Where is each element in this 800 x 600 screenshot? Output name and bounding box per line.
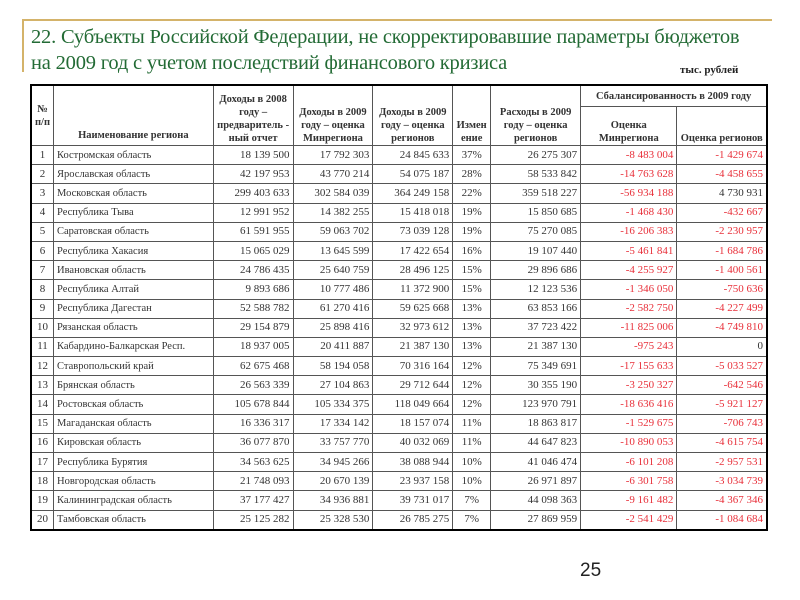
change-percent-cell: 22%	[453, 184, 491, 203]
expenses-2009-cell: 44 098 363	[491, 491, 581, 510]
income-2009-regions-cell: 15 418 018	[373, 203, 453, 222]
row-number-cell: 12	[31, 357, 54, 376]
row-number-cell: 13	[31, 376, 54, 395]
income-2009-regions-cell: 32 973 612	[373, 318, 453, 337]
income-2009-regions-cell: 38 088 944	[373, 453, 453, 472]
expenses-2009-cell: 19 107 440	[491, 241, 581, 260]
income-2009-ministry-cell: 105 334 375	[293, 395, 373, 414]
balance-regions-cell: -4 367 346	[677, 491, 767, 510]
balance-ministry-cell: -56 934 188	[581, 184, 677, 203]
change-percent-cell: 12%	[453, 376, 491, 395]
row-number-cell: 9	[31, 299, 54, 318]
expenses-2009-cell: 12 123 536	[491, 280, 581, 299]
income-2008-cell: 62 675 468	[213, 357, 293, 376]
table-row	[31, 203, 767, 222]
income-2008-cell: 18 937 005	[213, 337, 293, 356]
balance-regions-cell: -3 034 739	[677, 472, 767, 491]
budget-table	[30, 84, 768, 531]
income-2009-ministry-cell: 58 194 058	[293, 357, 373, 376]
change-percent-cell: 12%	[453, 357, 491, 376]
row-number-cell: 16	[31, 433, 54, 452]
region-name-cell: Республика Хакасия	[54, 241, 214, 260]
income-2008-cell: 61 591 955	[213, 222, 293, 241]
balance-regions-cell: 0	[677, 337, 767, 356]
balance-ministry-cell: -6 301 758	[581, 472, 677, 491]
income-2008-cell: 25 125 282	[213, 510, 293, 530]
change-percent-cell: 28%	[453, 165, 491, 184]
change-percent-cell: 10%	[453, 472, 491, 491]
row-number-cell: 1	[31, 146, 54, 165]
region-name-cell: Республика Бурятия	[54, 453, 214, 472]
income-2009-regions-cell: 59 625 668	[373, 299, 453, 318]
income-2009-ministry-cell: 302 584 039	[293, 184, 373, 203]
region-name-cell: Костромская область	[54, 146, 214, 165]
income-2008-cell: 15 065 029	[213, 241, 293, 260]
region-name-cell: Ростовская область	[54, 395, 214, 414]
table-row	[31, 222, 767, 241]
income-2009-regions-cell: 40 032 069	[373, 433, 453, 452]
income-2009-regions-cell: 364 249 158	[373, 184, 453, 203]
table-row	[31, 165, 767, 184]
income-2009-ministry-cell: 20 670 139	[293, 472, 373, 491]
expenses-2009-cell: 29 896 686	[491, 261, 581, 280]
region-name-cell: Кировская область	[54, 433, 214, 452]
expenses-2009-cell: 359 518 227	[491, 184, 581, 203]
balance-regions-cell: -1 429 674	[677, 146, 767, 165]
change-percent-cell: 7%	[453, 491, 491, 510]
table-body	[31, 146, 767, 530]
change-percent-cell: 13%	[453, 337, 491, 356]
table-row	[31, 318, 767, 337]
balance-regions-cell: -4 227 499	[677, 299, 767, 318]
income-2009-regions-cell: 39 731 017	[373, 491, 453, 510]
income-2009-regions-cell: 17 422 654	[373, 241, 453, 260]
income-2009-ministry-cell: 25 640 759	[293, 261, 373, 280]
header-change: Измен ение	[453, 85, 491, 146]
income-2008-cell: 9 893 686	[213, 280, 293, 299]
income-2009-ministry-cell: 17 334 142	[293, 414, 373, 433]
change-percent-cell: 11%	[453, 414, 491, 433]
table-row	[31, 337, 767, 356]
region-name-cell: Московская область	[54, 184, 214, 203]
row-number-cell: 7	[31, 261, 54, 280]
balance-regions-cell: -1 400 561	[677, 261, 767, 280]
income-2008-cell: 299 403 633	[213, 184, 293, 203]
balance-ministry-cell: -2 582 750	[581, 299, 677, 318]
balance-regions-cell: -4 749 810	[677, 318, 767, 337]
balance-regions-cell: -642 546	[677, 376, 767, 395]
income-2009-ministry-cell: 25 328 530	[293, 510, 373, 530]
table-row	[31, 184, 767, 203]
row-number-cell: 2	[31, 165, 54, 184]
income-2009-regions-cell: 73 039 128	[373, 222, 453, 241]
balance-ministry-cell: -9 161 482	[581, 491, 677, 510]
balance-ministry-cell: -17 155 633	[581, 357, 677, 376]
income-2008-cell: 52 588 782	[213, 299, 293, 318]
income-2009-ministry-cell: 13 645 599	[293, 241, 373, 260]
change-percent-cell: 13%	[453, 318, 491, 337]
balance-regions-cell: -2 957 531	[677, 453, 767, 472]
income-2008-cell: 105 678 844	[213, 395, 293, 414]
balance-ministry-cell: -975 243	[581, 337, 677, 356]
income-2009-regions-cell: 11 372 900	[373, 280, 453, 299]
balance-ministry-cell: -2 541 429	[581, 510, 677, 530]
row-number-cell: 6	[31, 241, 54, 260]
change-percent-cell: 19%	[453, 203, 491, 222]
row-number-cell: 10	[31, 318, 54, 337]
balance-regions-cell: 4 730 931	[677, 184, 767, 203]
region-name-cell: Саратовская область	[54, 222, 214, 241]
balance-ministry-cell: -14 763 628	[581, 165, 677, 184]
income-2009-ministry-cell: 33 757 770	[293, 433, 373, 452]
row-number-cell: 8	[31, 280, 54, 299]
region-name-cell: Кабардино-Балкарская Респ.	[54, 337, 214, 356]
income-2009-ministry-cell: 34 936 881	[293, 491, 373, 510]
income-2008-cell: 34 563 625	[213, 453, 293, 472]
change-percent-cell: 19%	[453, 222, 491, 241]
balance-ministry-cell: -18 636 416	[581, 395, 677, 414]
header-income-2009-regions: Доходы в 2009 году – оценка регионов	[373, 85, 453, 146]
header-income-2008: Доходы в 2008 году – предваритель - ный отчет	[213, 85, 293, 146]
income-2009-ministry-cell: 20 411 887	[293, 337, 373, 356]
expenses-2009-cell: 44 647 823	[491, 433, 581, 452]
region-name-cell: Тамбовская область	[54, 510, 214, 530]
income-2009-ministry-cell: 10 777 486	[293, 280, 373, 299]
table-row	[31, 414, 767, 433]
balance-ministry-cell: -1 529 675	[581, 414, 677, 433]
balance-ministry-cell: -8 483 004	[581, 146, 677, 165]
balance-regions-cell: -5 921 127	[677, 395, 767, 414]
change-percent-cell: 11%	[453, 433, 491, 452]
income-2008-cell: 18 139 500	[213, 146, 293, 165]
table-row	[31, 241, 767, 260]
income-2009-ministry-cell: 14 382 255	[293, 203, 373, 222]
income-2008-cell: 12 991 952	[213, 203, 293, 222]
income-2009-regions-cell: 70 316 164	[373, 357, 453, 376]
region-name-cell: Ставропольский край	[54, 357, 214, 376]
income-2009-regions-cell: 54 075 187	[373, 165, 453, 184]
expenses-2009-cell: 63 853 166	[491, 299, 581, 318]
balance-ministry-cell: -6 101 208	[581, 453, 677, 472]
change-percent-cell: 37%	[453, 146, 491, 165]
row-number-cell: 18	[31, 472, 54, 491]
title-accent-rule	[22, 19, 772, 21]
income-2009-regions-cell: 28 496 125	[373, 261, 453, 280]
balance-ministry-cell: -5 461 841	[581, 241, 677, 260]
income-2009-regions-cell: 118 049 664	[373, 395, 453, 414]
expenses-2009-cell: 18 863 817	[491, 414, 581, 433]
region-name-cell: Калининградская область	[54, 491, 214, 510]
income-2009-regions-cell: 26 785 275	[373, 510, 453, 530]
row-number-cell: 20	[31, 510, 54, 530]
expenses-2009-cell: 26 275 307	[491, 146, 581, 165]
income-2009-ministry-cell: 25 898 416	[293, 318, 373, 337]
region-name-cell: Республика Алтай	[54, 280, 214, 299]
income-2008-cell: 16 336 317	[213, 414, 293, 433]
expenses-2009-cell: 58 533 842	[491, 165, 581, 184]
row-number-cell: 3	[31, 184, 54, 203]
balance-regions-cell: -2 230 957	[677, 222, 767, 241]
table-row	[31, 433, 767, 452]
table-row	[31, 395, 767, 414]
table-row	[31, 453, 767, 472]
income-2008-cell: 21 748 093	[213, 472, 293, 491]
region-name-cell: Брянская область	[54, 376, 214, 395]
slide-title: 22. Субъекты Российской Федерации, не скорректировавшие параметры бюджетов на 2009 год с учетом последствий финансового кризиса	[31, 26, 740, 74]
expenses-2009-cell: 21 387 130	[491, 337, 581, 356]
header-num: № п/п	[31, 85, 54, 146]
income-2009-regions-cell: 24 845 633	[373, 146, 453, 165]
expenses-2009-cell: 26 971 897	[491, 472, 581, 491]
income-2008-cell: 36 077 870	[213, 433, 293, 452]
balance-regions-cell: -1 684 786	[677, 241, 767, 260]
income-2008-cell: 42 197 953	[213, 165, 293, 184]
region-name-cell: Магаданская область	[54, 414, 214, 433]
balance-ministry-cell: -16 206 383	[581, 222, 677, 241]
region-name-cell: Рязанская область	[54, 318, 214, 337]
expenses-2009-cell: 75 349 691	[491, 357, 581, 376]
balance-ministry-cell: -4 255 927	[581, 261, 677, 280]
income-2009-ministry-cell: 34 945 266	[293, 453, 373, 472]
balance-regions-cell: -4 458 655	[677, 165, 767, 184]
table-row	[31, 146, 767, 165]
change-percent-cell: 12%	[453, 395, 491, 414]
row-number-cell: 19	[31, 491, 54, 510]
row-number-cell: 17	[31, 453, 54, 472]
header-name: Наименование региона	[54, 85, 214, 146]
income-2008-cell: 37 177 427	[213, 491, 293, 510]
expenses-2009-cell: 30 355 190	[491, 376, 581, 395]
table-row	[31, 280, 767, 299]
balance-ministry-cell: -1 346 050	[581, 280, 677, 299]
unit-label: тыс. рублей	[680, 64, 739, 76]
expenses-2009-cell: 27 869 959	[491, 510, 581, 530]
expenses-2009-cell: 123 970 791	[491, 395, 581, 414]
row-number-cell: 15	[31, 414, 54, 433]
income-2009-ministry-cell: 43 770 214	[293, 165, 373, 184]
row-number-cell: 11	[31, 337, 54, 356]
balance-regions-cell: -4 615 754	[677, 433, 767, 452]
row-number-cell: 4	[31, 203, 54, 222]
title-accent-left-rule	[22, 19, 24, 72]
balance-ministry-cell: -11 825 006	[581, 318, 677, 337]
change-percent-cell: 10%	[453, 453, 491, 472]
balance-ministry-cell: -3 250 327	[581, 376, 677, 395]
table-row	[31, 491, 767, 510]
header-expenses-2009: Расходы в 2009 году – оценка регионов	[491, 85, 581, 146]
change-percent-cell: 15%	[453, 280, 491, 299]
region-name-cell: Новгородская область	[54, 472, 214, 491]
income-2009-regions-cell: 29 712 644	[373, 376, 453, 395]
region-name-cell: Республика Дагестан	[54, 299, 214, 318]
header-income-2009-ministry: Доходы в 2009 году – оценка Минрегиона	[293, 85, 373, 146]
income-2009-ministry-cell: 59 063 702	[293, 222, 373, 241]
table-row	[31, 376, 767, 395]
income-2008-cell: 24 786 435	[213, 261, 293, 280]
expenses-2009-cell: 15 850 685	[491, 203, 581, 222]
region-name-cell: Ивановская область	[54, 261, 214, 280]
change-percent-cell: 13%	[453, 299, 491, 318]
income-2009-ministry-cell: 17 792 303	[293, 146, 373, 165]
income-2008-cell: 29 154 879	[213, 318, 293, 337]
balance-regions-cell: -5 033 527	[677, 357, 767, 376]
header-balance-group: Сбалансированность в 2009 году	[581, 85, 767, 107]
balance-regions-cell: -706 743	[677, 414, 767, 433]
row-number-cell: 5	[31, 222, 54, 241]
expenses-2009-cell: 75 270 085	[491, 222, 581, 241]
change-percent-cell: 16%	[453, 241, 491, 260]
region-name-cell: Республика Тыва	[54, 203, 214, 222]
expenses-2009-cell: 37 723 422	[491, 318, 581, 337]
expenses-2009-cell: 41 046 474	[491, 453, 581, 472]
income-2008-cell: 26 563 339	[213, 376, 293, 395]
table-row	[31, 472, 767, 491]
page-number: 25	[580, 560, 602, 581]
income-2009-regions-cell: 23 937 158	[373, 472, 453, 491]
balance-regions-cell: -1 084 684	[677, 510, 767, 530]
header-balance-ministry: Оценка Минрегиона	[581, 107, 677, 146]
balance-regions-cell: -750 636	[677, 280, 767, 299]
table-row	[31, 357, 767, 376]
balance-ministry-cell: -1 468 430	[581, 203, 677, 222]
income-2009-ministry-cell: 61 270 416	[293, 299, 373, 318]
balance-ministry-cell: -10 890 053	[581, 433, 677, 452]
income-2009-ministry-cell: 27 104 863	[293, 376, 373, 395]
table-row	[31, 510, 767, 530]
region-name-cell: Ярославская область	[54, 165, 214, 184]
change-percent-cell: 7%	[453, 510, 491, 530]
table-row	[31, 299, 767, 318]
row-number-cell: 14	[31, 395, 54, 414]
change-percent-cell: 15%	[453, 261, 491, 280]
balance-regions-cell: -432 667	[677, 203, 767, 222]
table-row	[31, 261, 767, 280]
income-2009-regions-cell: 21 387 130	[373, 337, 453, 356]
header-balance-regions: Оценка регионов	[677, 107, 767, 146]
income-2009-regions-cell: 18 157 074	[373, 414, 453, 433]
